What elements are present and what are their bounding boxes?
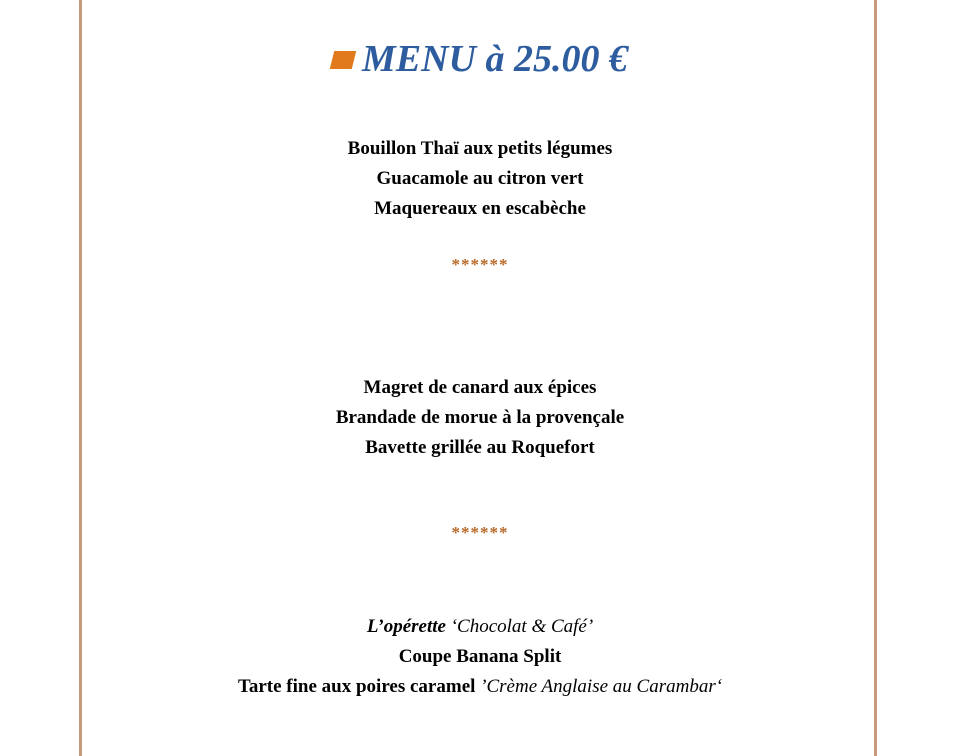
plats-section [0, 373, 960, 463]
entree-item: Bouillon Thaï aux petits légumes [347, 138, 613, 159]
dessert-name: L’opérette [366, 616, 446, 637]
entrees-section [0, 134, 960, 224]
dessert-note: ‘Chocolat & Café’ [450, 616, 594, 637]
desserts-section [0, 612, 960, 702]
dessert-item [0, 612, 960, 642]
menu-title [0, 34, 960, 84]
plat-item: Brandade de morue à la provençale [335, 407, 625, 428]
dessert-item [0, 642, 960, 672]
dessert-item [0, 672, 960, 702]
separator: ****** [451, 255, 509, 274]
entree-item: Maquereaux en escabèche [374, 198, 586, 219]
title-marker-icon [330, 51, 356, 69]
separator: ****** [451, 523, 509, 542]
dessert-name: Tarte fine aux poires caramel [237, 676, 476, 697]
plat-item: Magret de canard aux épices [363, 377, 597, 398]
plat-item: Bavette grillée au Roquefort [365, 437, 595, 458]
menu-title-text: MENU à 25.00 € [361, 38, 629, 80]
dessert-name: Coupe Banana Split [398, 646, 562, 667]
dessert-note: ’Crème Anglaise au Carambar‘ [480, 676, 723, 697]
entree-item: Guacamole au citron vert [376, 168, 584, 189]
